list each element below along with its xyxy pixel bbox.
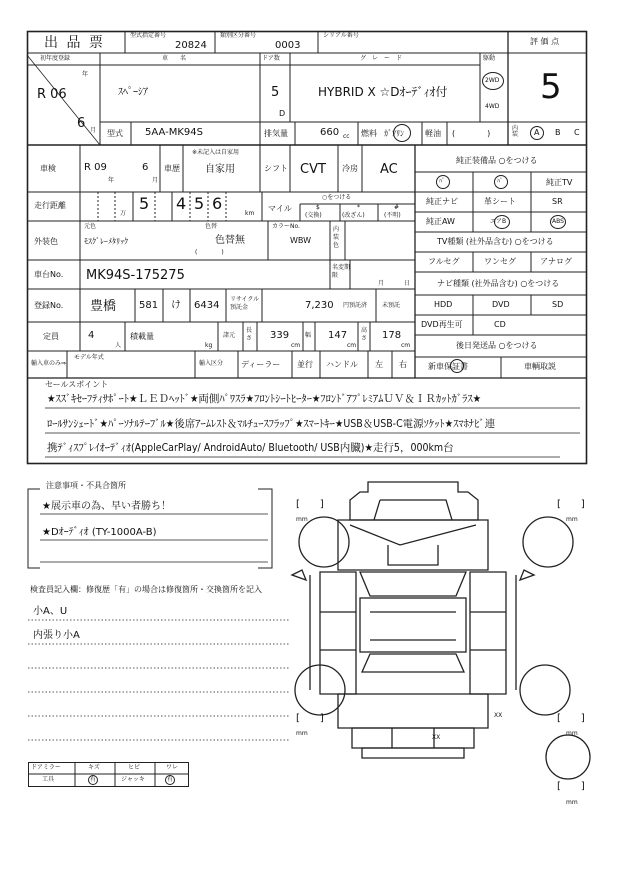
tire-mm-rr: mm [566,730,578,737]
legend-scratch: キズ [88,764,100,771]
type-no-value: 20824 [175,40,207,51]
grade-name: HYBRID X ☆Dｵｰﾃﾞｨｵ付 [318,85,448,99]
shift-label: シフト [264,164,288,173]
inspection-month-label: 月 [152,177,159,184]
tire-mm-rl: mm [296,730,308,737]
model-name-label: 車 名 [162,55,187,62]
shift-value: CVT [300,162,326,177]
equip-r1-1: ﾊﾟ [439,178,446,185]
load-label: 積載量 [130,332,154,341]
reg-class: 581 [139,300,159,311]
import-class-label: 輸入区分 [199,360,224,367]
later-title: 後日発送品 ○をつける [456,341,538,350]
length-value: 339 [270,330,290,341]
chassis-value: MK94S-175275 [86,268,185,283]
legend-crack: ヒビ [128,764,141,771]
dvd-play: DVD再生可 [421,320,463,329]
legend-tools: 工具 [42,776,55,783]
equip-r3-3: ABS [552,218,564,225]
legend-mirror: ドアミラー [31,764,61,771]
name-change-month: 月 [378,280,385,287]
tire-bracket-rl: [ ] [296,713,324,724]
height-label: 高さ [361,327,368,342]
name-change-label: 名変期限 [332,264,351,279]
history-value: 自家用 [205,164,235,175]
inspector-line-1: 小A、U [33,606,68,617]
mileage-digit-2: 4 [176,194,187,213]
height-unit: cm [401,342,411,349]
tire-bracket-fr: [ ] [557,499,585,510]
color-no-value: WBW [290,236,312,245]
first-reg-year: R 06 [37,87,67,102]
int-color-label: 内装色 [333,226,340,249]
aircon-value: AC [380,162,398,177]
fuel-label: 燃料 [361,129,377,138]
check-header: ○をつける [322,194,352,201]
handle-left: 左 [375,360,383,369]
handle-right: 右 [399,360,407,369]
grade-name-label: グ レ ー ド [360,55,403,62]
tire-mm-spare: mm [566,799,578,806]
mileage-man-label: 万 [120,210,127,217]
equip-r2-3: SR [552,197,563,206]
grade-points-label: 評 価 点 [530,37,560,46]
sales-line-3: 携ﾃﾞｨｽﾌﾟﾚｲｵｰﾃﾞｨｵ(AppleCarPlay/ AndroidAuto/ Bluetooth/ USB内臓)★走行5，000km台 [47,442,454,454]
history-note: ※未記入は自家用 [192,149,240,156]
doors-value: 5 [271,85,280,100]
legend-jack-value: 有 [167,776,174,783]
notes-line-2: ★Dｵｰﾃﾞｨｵ (TY-1000A-B) [42,527,157,538]
mileage-digit-4: 6 [212,194,223,213]
navi-3: SD [552,300,564,309]
history-label: 車歴 [164,164,180,173]
year-label: 年 [82,71,89,78]
inspection-year-label: 年 [108,177,115,184]
handle-label: ハンドル [326,360,358,369]
class-no-label: 類別区分番号 [220,32,257,39]
drive-label: 駆動 [483,55,496,62]
drive-4wd: 4WD [485,103,500,110]
reg-label: 登録No. [34,301,64,310]
capacity-value: 4 [88,330,95,341]
doors-label: ドア数 [262,55,280,62]
tv-title: TV種類 (社外品含む) ○をつける [437,237,554,246]
color-no-label: カラーNo. [272,223,300,230]
interior-label: 内装 [512,125,519,138]
color-change-value: 色替無 [215,235,245,246]
displacement-label: 排気量 [264,129,288,138]
equip-r3-2: エアB [490,218,507,225]
width-label: 幅 [305,332,312,339]
capacity-label: 定員 [43,332,59,341]
tire-mm-fr: mm [566,516,578,523]
damage-mark-2: XX [432,734,441,741]
model-code: 5AA-MK94S [145,127,203,138]
tv-3: アナログ [540,257,572,266]
reg-num: 6434 [194,300,220,311]
tv-1: フルセグ [428,257,460,266]
interior-b: B [555,128,561,137]
chassis-label: 車台No. [34,270,64,279]
legend-break: ワレ [166,764,179,771]
interior-c: C [574,128,580,137]
unknown-b: (不明) [384,212,401,219]
length-label: 長さ [246,327,253,342]
recycle-no: 未預託 [382,302,401,309]
interior-a: A [534,128,540,137]
cd: CD [494,320,506,329]
serial-label: シリアル番号 [323,32,359,39]
drive-2wd: 2WD [485,77,500,84]
sales-line-1: ★ｽｽﾞｷｾｰﾌﾃｨｻﾎﾟｰﾄ★ＬＥＤﾍｯﾄﾞ★両側ﾊﾟﾜｽﾗ★ﾌﾛﾝﾄｼｰﾄﾋｰﾀｰ★ﾌﾛﾝﾄﾞｱﾌﾟﾚﾐｱﾑＵＶ＆ＩＲｶｯﾄｶﾞﾗｽ★ [47,393,482,405]
model-year-label: モデル年式 [74,354,104,361]
equip-r1-3: 純正TV [546,178,573,187]
doors-sub: D [279,109,286,118]
later-1: 新車保証書 [428,362,468,371]
equip-r1-2: ﾊﾟ [497,178,504,185]
type-no-label: 型式指定番号 [130,32,167,39]
tire-bracket-spare: [ ] [557,781,585,792]
notes-label: 注意事項・不具合箇所 [46,481,126,490]
equip-r3-1: 純正AW [426,217,455,226]
model-name: ｽﾍﾟｰｼｱ [118,87,148,98]
color-change-label: 色替 [205,223,218,230]
navi-title: ナビ種類 (社外品含む) ○をつける [437,279,560,288]
color-paren: ( ) [195,249,224,256]
first-reg-month: 6 [77,116,86,131]
parallel-option: 並行 [297,360,313,369]
load-unit: kg [205,342,213,349]
ext-color-value: ﾓｽｸﾞﾚｰﾒﾀﾘｯｸ [84,237,128,246]
equip-r2-1: 純正ナビ [426,197,458,206]
grade-points-value: 5 [540,67,562,107]
mileage-digit-1: 5 [139,194,150,213]
legend-tools-value: 有 [90,776,97,783]
reg-area: 豊橋 [90,299,117,314]
ext-color-orig-label: 元色 [84,223,97,230]
notes-line-1: ★展示車の為、早い者勝ち！ [42,501,171,512]
capacity-unit: 人 [115,342,122,349]
width-unit: cm [347,342,357,349]
dealer-option: ディーラー [241,360,281,369]
width-value: 147 [328,330,348,341]
recycle-label: リサイクル預託金 [230,296,260,311]
light-oil-paren: ( ) [452,129,491,138]
inspection-month: 6 [142,162,149,173]
exchange-b: (交換) [305,212,322,219]
inspector-line-2: 内張り小A [33,630,80,641]
class-no-value: 0003 [275,40,301,51]
later-2: 車輌取説 [524,362,556,371]
light-oil-label: 軽油 [425,129,441,138]
exchange-a: $ [316,204,320,211]
length-unit: cm [291,342,301,349]
form-title: 出 品 票 [44,35,105,51]
tire-mm-fl: mm [296,516,308,523]
fuel-value: ｶﾞｿﾘﾝ [384,129,404,138]
tv-2: ワンセグ [484,257,516,266]
sales-line-2: ﾛｰﾙｻﾝｼｪｰﾄﾞ★ﾊﾟｰｿﾅﾙﾃｰﾌﾞﾙ★後席ｱｰﾑﾚｽﾄ＆ﾏﾙﾁｭｰｽﾌﾗｯﾌﾟ★ｽﾏｰﾄｷｰ★USB＆USB-C電源ｿｹｯﾄ★ｽﾏﾎﾅﾋﾞ連 [47,418,496,430]
name-change-day: 日 [404,280,411,287]
damage-mark-1: XX [494,712,503,719]
navi-1: HDD [434,300,453,309]
month-label: 月 [90,127,97,134]
first-reg-label: 初年度登録 [40,55,71,62]
tire-bracket-fl: [ ] [296,499,324,510]
height-value: 178 [382,330,402,341]
displacement-unit: cc [343,133,350,140]
tampered-b: (改ざん) [342,212,365,219]
inspection-value: R 09 [84,162,107,173]
inspection-label: 車検 [40,164,56,173]
sales-label: セールスポイント [45,380,109,389]
inspector-label: 検査員記入欄：修復歴「有」の場合は修復箇所・交換箇所を記入 [30,585,262,594]
aircon-label: 冷房 [342,164,358,173]
mileage-km-label: km [245,210,255,217]
dim-label: 諸元 [223,332,236,339]
recycle-value: 7,230 [305,300,334,311]
import-label: 輸入車のみ⇒ [31,360,67,367]
unknown-a: # [394,204,400,211]
legend-jack: ジャッキ [121,776,145,783]
displacement-value: 660 [320,127,340,138]
mile-label: マイル [268,204,292,213]
mileage-digit-3: 5 [194,194,205,213]
tire-bracket-rr: [ ] [557,713,585,724]
mileage-label: 走行距離 [34,201,66,210]
equip-r2-2: 革シート [484,197,516,206]
model-code-label: 型式 [107,129,123,138]
navi-2: DVD [492,300,510,309]
reg-kana: け [171,300,181,311]
recycle-unit: 円預託済 [343,302,368,309]
equip-title: 純正装備品 ○をつける [456,156,538,165]
tampered-a: * [357,204,360,211]
ext-color-label: 外装色 [34,237,58,246]
